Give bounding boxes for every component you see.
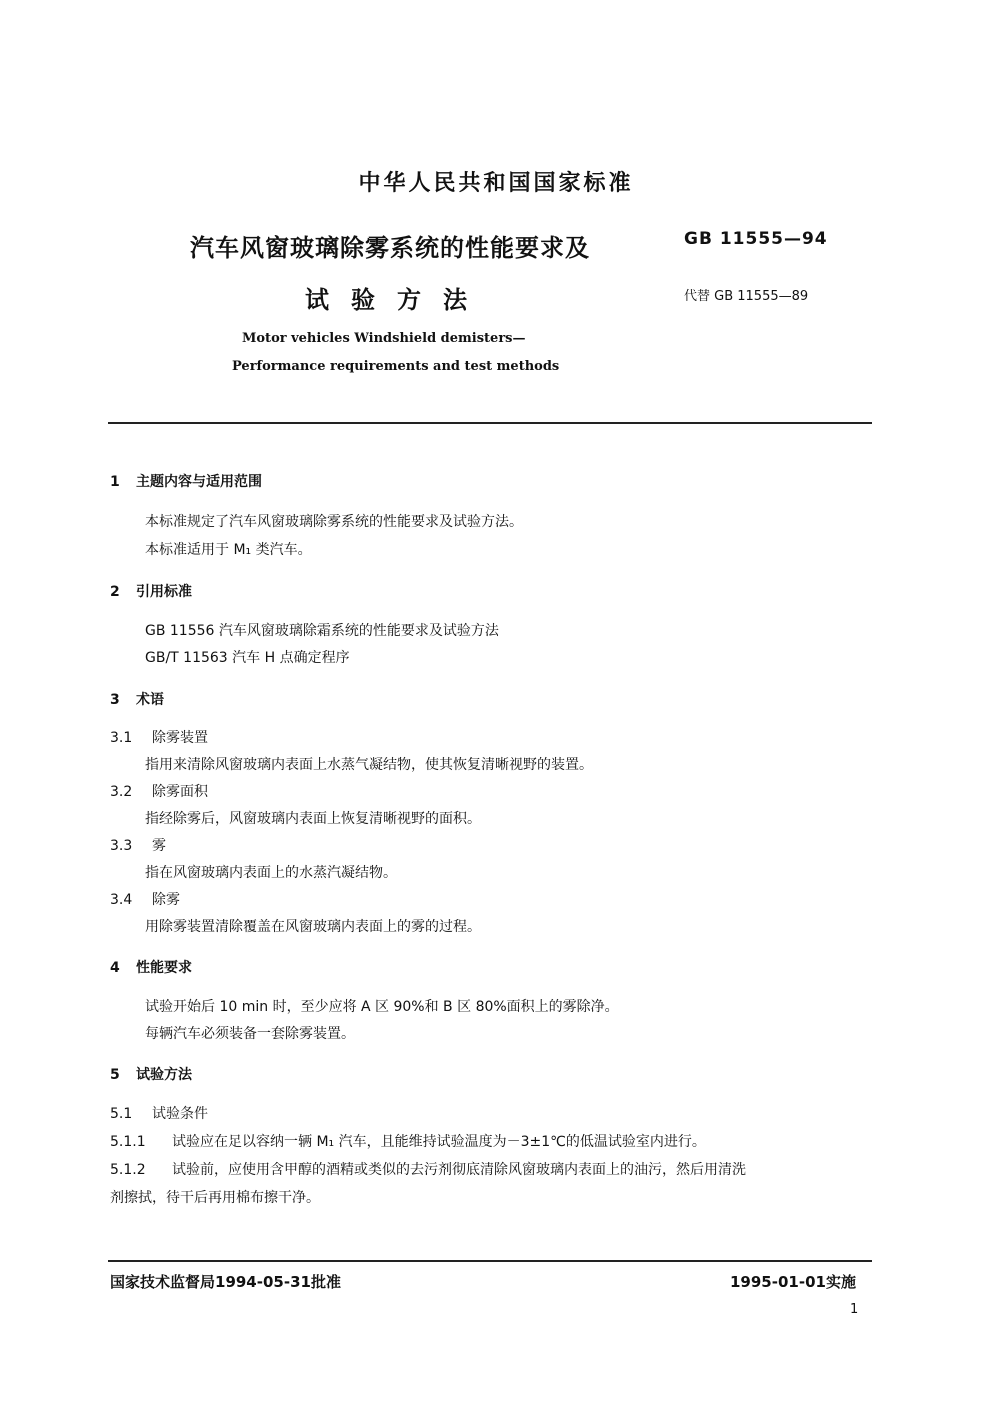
section-5-heading [110,1064,192,1084]
footer-rule [108,1260,872,1262]
section-4-heading [110,957,192,977]
title-line-2: 试验方法 [305,286,489,314]
clause-5-1-2 [110,1159,746,1179]
section-title: 性能要求 [136,960,192,976]
english-title-line-2: Performance requirements and test methods [232,359,560,374]
clause-text: 试验应在足以容纳一辆 M₁ 汽车，且能维持试验温度为－3±1℃的低温试验室内进行。 [172,1134,706,1150]
paragraph: 本标准规定了汽车风窗玻璃除雾系统的性能要求及试验方法。 [145,514,523,530]
approval-date: 国家技术监督局1994-05-31批准 [110,1273,341,1291]
term-name: 雾 [152,838,166,854]
standard-header: 中华人民共和国国家标准 [358,171,634,196]
term-definition: 指在风窗玻璃内表面上的水蒸汽凝结物。 [145,865,397,881]
reference-item: GB 11556 汽车风窗玻璃除霜系统的性能要求及试验方法 [145,623,499,639]
subsection-number: 5.1 [110,1106,133,1122]
term-definition: 用除雾装置清除覆盖在风窗玻璃内表面上的雾的过程。 [145,919,481,935]
clause-text: 试验前，应使用含甲醇的酒精或类似的去污剂彻底清除风窗玻璃内表面上的油污，然后用清洗 [172,1162,746,1178]
english-title-line-1: Motor vehicles Windshield demisters— [242,331,526,346]
clause-5-1-1 [110,1131,706,1151]
term-name: 除雾面积 [152,784,208,800]
term-name: 除雾装置 [152,730,208,746]
paragraph: 试验开始后 10 min 时，至少应将 A 区 90%和 B 区 80%面积上的雾除净。 [145,999,619,1015]
section-title: 试验方法 [136,1067,192,1083]
term-3-1 [110,727,208,747]
clause-number: 5.1.1 [110,1134,146,1150]
section-1-heading [110,471,262,491]
paragraph: 每辆汽车必须装备一套除雾装置。 [145,1026,355,1042]
term-definition: 指经除雾后，风窗玻璃内表面上恢复清晰视野的面积。 [145,811,481,827]
section-number: 5 [110,1067,120,1083]
term-3-4 [110,889,180,909]
standard-number: GB 11555—94 [684,229,828,249]
term-number: 3.1 [110,730,133,746]
effective-date: 1995-01-01实施 [730,1273,856,1291]
section-2-heading [110,581,192,601]
term-number: 3.3 [110,838,133,854]
term-definition: 指用来清除风窗玻璃内表面上水蒸气凝结物，使其恢复清晰视野的装置。 [145,757,593,773]
term-number: 3.2 [110,784,133,800]
paragraph: 本标准适用于 M₁ 类汽车。 [145,542,312,558]
title-line-1: 汽车风窗玻璃除雾系统的性能要求及 [190,234,590,262]
section-3-heading [110,689,164,709]
subsection-title: 试验条件 [152,1106,208,1122]
term-3-2 [110,781,208,801]
top-rule [108,422,872,424]
section-number: 4 [110,960,120,976]
clause-number: 5.1.2 [110,1162,146,1178]
clause-continuation: 剂擦拭，待干后再用棉布擦干净。 [110,1190,320,1206]
term-3-3 [110,835,166,855]
section-title: 引用标准 [136,584,192,600]
reference-item: GB/T 11563 汽车 H 点确定程序 [145,650,350,666]
section-title: 主题内容与适用范围 [136,474,262,490]
term-number: 3.4 [110,892,133,908]
section-number: 1 [110,474,120,490]
page-number: 1 [850,1302,859,1317]
subsection-5-1 [110,1103,208,1123]
section-title: 术语 [136,692,164,708]
section-number: 2 [110,584,120,600]
term-name: 除雾 [152,892,180,908]
replaces-note: 代替 GB 11555—89 [684,289,809,304]
section-number: 3 [110,692,120,708]
